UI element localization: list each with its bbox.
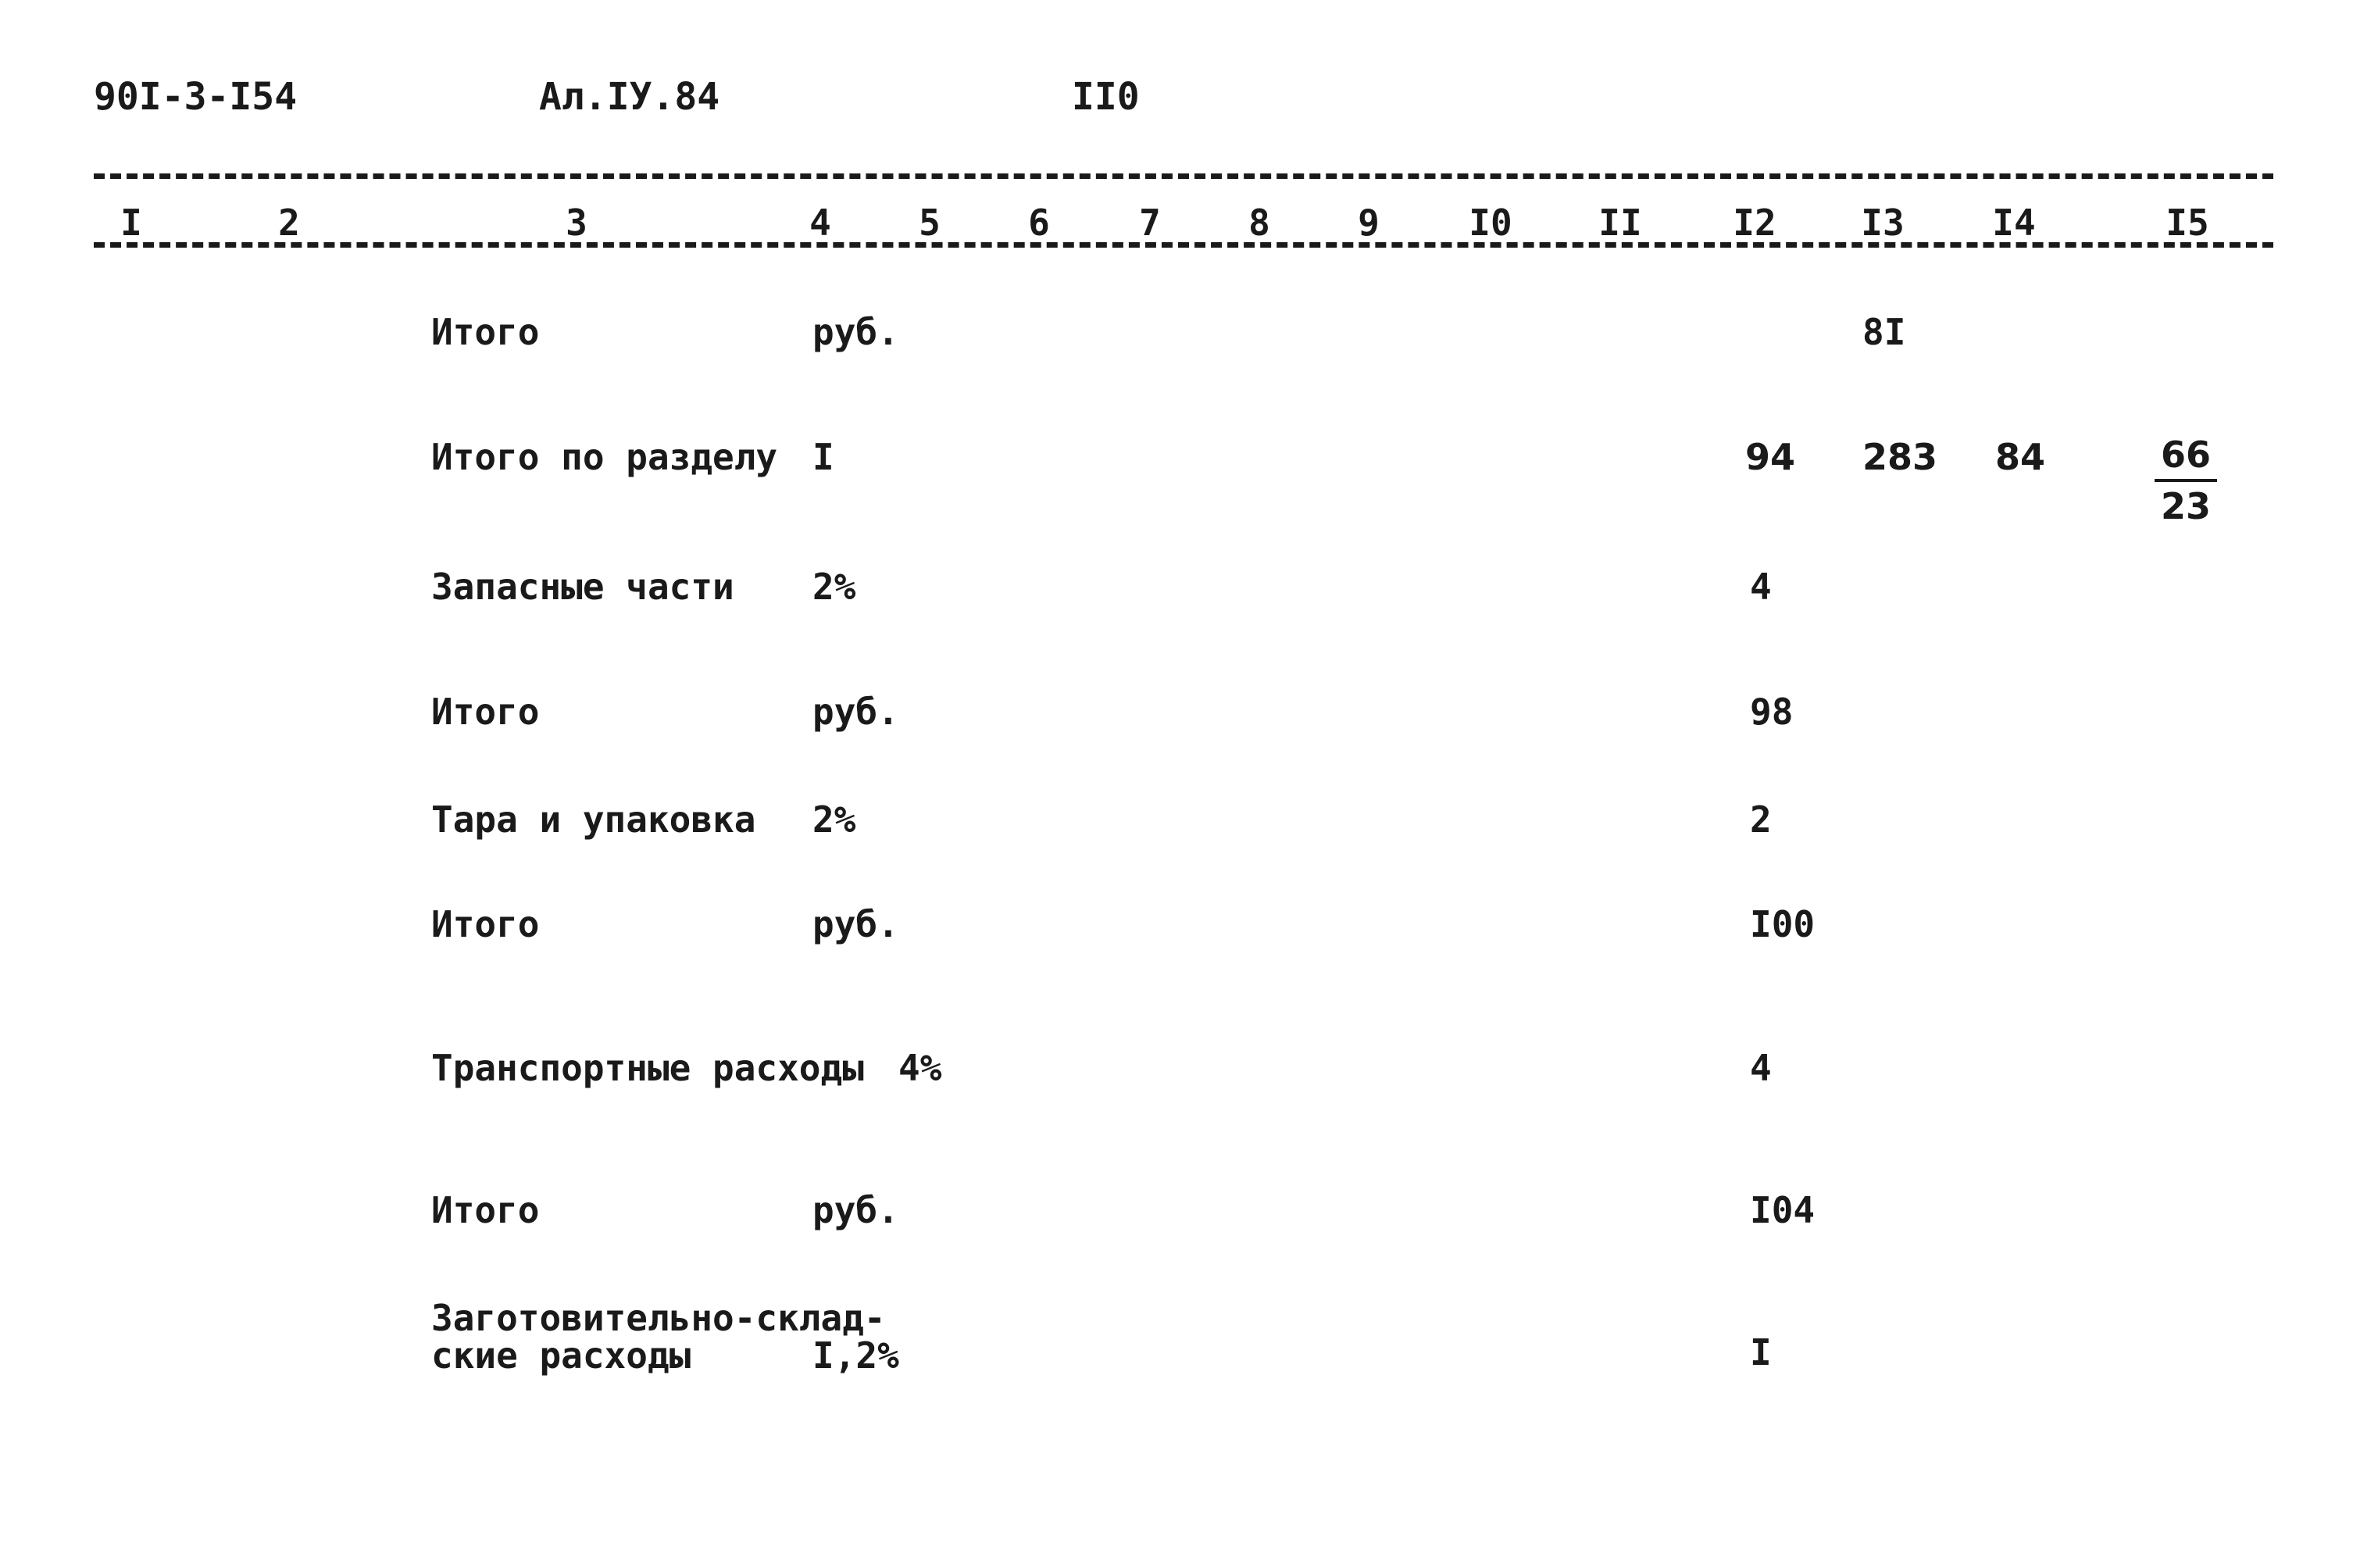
row-unit: 2%: [812, 566, 856, 608]
column-number: I5: [2166, 202, 2209, 244]
doc-code: 90I-3-I54: [94, 75, 298, 119]
column-number: I2: [1733, 202, 1776, 244]
row-name-line2: ские расходы: [431, 1334, 691, 1377]
row-unit: руб.: [812, 1189, 899, 1231]
row-name: Итого: [431, 903, 540, 945]
cell-col15-fraction: [2155, 434, 2217, 527]
row-name: Запасные части: [431, 566, 734, 608]
page-number: II0: [1072, 75, 1140, 119]
cell-col13: 283: [1862, 436, 1938, 478]
cell-col12: I04: [1750, 1189, 1816, 1231]
row-unit: руб.: [812, 903, 899, 945]
cell-col12: 4: [1750, 566, 1772, 608]
row-unit: 4%: [898, 1047, 942, 1089]
row-name: Итого: [431, 691, 540, 733]
column-number: 5: [919, 202, 941, 244]
cell-col12: I: [1750, 1331, 1772, 1373]
cell-col12: 2: [1750, 798, 1772, 841]
cell-col12: 98: [1750, 691, 1794, 733]
column-number: I4: [1992, 202, 2036, 244]
row-name: Тара и упаковка: [431, 798, 756, 841]
column-number: I: [120, 202, 142, 244]
album-reference: Ал.IУ.84: [539, 75, 720, 119]
fraction-denominator: 23: [2160, 485, 2211, 527]
row-name-line1: Заготовительно-склад-: [431, 1297, 886, 1339]
table-header-rule: [94, 242, 2273, 248]
row-name: Итого по разделу: [431, 436, 778, 478]
column-number: I3: [1861, 202, 1905, 244]
column-number: I0: [1469, 202, 1512, 244]
row-unit: руб.: [812, 691, 899, 733]
column-number: 2: [278, 202, 300, 244]
row-unit: I: [812, 436, 834, 478]
column-number: 8: [1248, 202, 1270, 244]
table-top-rule: [94, 173, 2273, 179]
row-name: Итого: [431, 311, 540, 353]
column-number: 4: [809, 202, 831, 244]
cell-col12: 4: [1750, 1047, 1772, 1089]
column-number: 9: [1358, 202, 1380, 244]
cell-col13: 8I: [1862, 311, 1906, 353]
row-unit: I,2%: [812, 1334, 899, 1377]
cell-col12: I00: [1750, 903, 1816, 945]
cell-col14: 84: [1995, 436, 2046, 478]
column-number: 6: [1028, 202, 1050, 244]
column-number: 7: [1139, 202, 1161, 244]
row-name: Транспортные расходы: [431, 1047, 864, 1089]
row-unit: руб.: [812, 311, 899, 353]
cell-col12: 94: [1745, 436, 1796, 478]
row-unit: 2%: [812, 798, 856, 841]
row-name: Итого: [431, 1189, 540, 1231]
fraction-numerator: 66: [2155, 434, 2217, 482]
column-number: II: [1598, 202, 1642, 244]
column-number: 3: [566, 202, 587, 244]
